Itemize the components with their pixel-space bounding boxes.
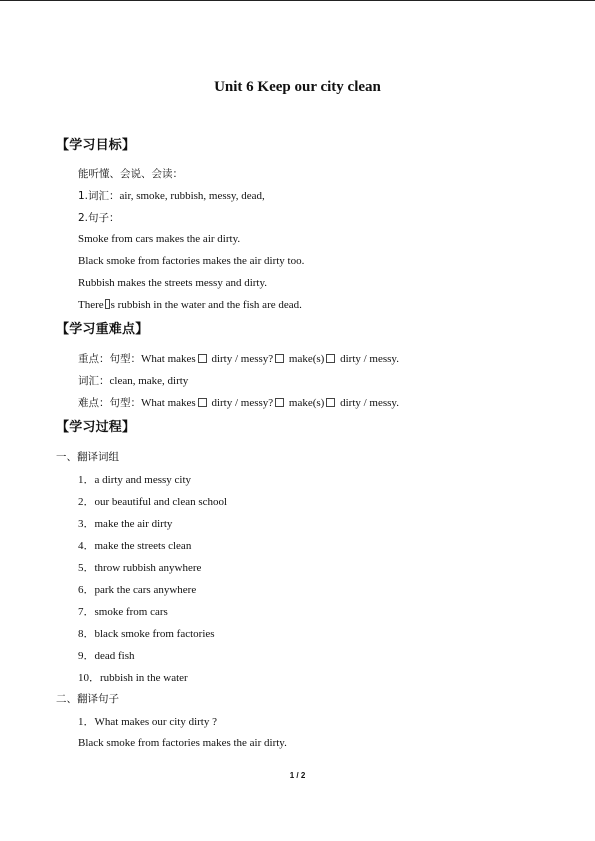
- page-number: 1 / 2: [289, 771, 306, 780]
- diff-part-b: dirty / messy?: [208, 397, 274, 409]
- phrase-item: [78, 669, 188, 685]
- blank-box: [198, 398, 207, 407]
- vocab-line: [78, 188, 265, 203]
- phrase-number: 8．: [78, 628, 95, 640]
- phrase-text: make the streets clean: [94, 540, 192, 552]
- key-part-c: make(s): [286, 353, 325, 365]
- phrase-number: 9．: [78, 650, 95, 662]
- key-part-d: dirty / messy.: [337, 353, 399, 365]
- sentences-label: 2.句子：: [78, 212, 120, 224]
- phrase-number: 1．: [78, 474, 95, 486]
- phrase-text: park the cars anywhere: [94, 584, 197, 596]
- key-part-b: dirty / messy?: [208, 353, 274, 365]
- phrase-text: black smoke from factories: [94, 628, 215, 640]
- phrase-item: [78, 515, 172, 531]
- section-heading-objectives: 【学习目标】: [56, 138, 136, 153]
- phrase-text: a dirty and messy city: [94, 474, 192, 486]
- sentence-3: Rubbish makes the streets messy and dirty.: [78, 277, 268, 289]
- phrase-item: [78, 603, 168, 619]
- phrase-item: [78, 493, 227, 509]
- section-heading-key-points: 【学习重难点】: [56, 322, 149, 337]
- sentence-4: [78, 299, 302, 311]
- part-1-heading: 一、翻译词组: [56, 451, 119, 463]
- blank-box: [198, 354, 207, 363]
- blank-box: [326, 398, 335, 407]
- part-2-heading: 二、翻译句子: [56, 693, 119, 705]
- question-1: [78, 713, 217, 729]
- phrase-text: dead fish: [94, 650, 135, 662]
- sentence-1: Smoke from cars makes the air dirty.: [78, 233, 241, 245]
- key-point-line: [78, 351, 399, 366]
- blank-box: [275, 398, 284, 407]
- phrase-text: throw rubbish anywhere: [94, 562, 202, 574]
- sentence-4-part-a: There: [78, 299, 104, 311]
- vocab-words: air, smoke, rubbish, messy, dead,: [119, 190, 265, 202]
- page-title: Unit 6 Keep our city clean: [214, 79, 381, 95]
- phrase-number: 5．: [78, 562, 95, 574]
- section-heading-process: 【学习过程】: [56, 420, 136, 435]
- blank-box: [326, 354, 335, 363]
- phrase-item: [78, 537, 191, 553]
- phrase-item: [78, 625, 215, 641]
- phrase-item: [78, 559, 201, 575]
- phrase-number: 4．: [78, 540, 95, 552]
- phrase-text: our beautiful and clean school: [94, 496, 228, 508]
- sentence-2: Black smoke from factories makes the air dirty too.: [78, 255, 305, 267]
- diff-part-d: dirty / messy.: [337, 397, 399, 409]
- key-vocab-line: [78, 373, 188, 388]
- diff-prefix: 难点：句型：: [78, 397, 141, 409]
- key-part-a: What makes: [141, 353, 196, 365]
- phrase-text: rubbish in the water: [100, 672, 188, 684]
- diff-part-a: What makes: [141, 397, 196, 409]
- missing-glyph-box: [105, 299, 110, 309]
- phrase-text: make the air dirty: [94, 518, 173, 530]
- sentence-4-part-b: s rubbish in the water and the fish are dead.: [110, 299, 302, 311]
- difficulty-line: [78, 395, 399, 410]
- phrase-number: 10．: [78, 672, 100, 684]
- key-vocab-words: clean, make, dirty: [109, 375, 189, 387]
- phrase-number: 6．: [78, 584, 95, 596]
- phrase-number: 3．: [78, 518, 95, 530]
- key-prefix: 重点：句型：: [78, 353, 141, 365]
- phrase-item: [78, 581, 196, 597]
- phrase-item: [78, 647, 135, 663]
- phrase-item: [78, 471, 191, 487]
- top-rule: [0, 0, 595, 1]
- phrase-number: 7．: [78, 606, 95, 618]
- question-number: 1．: [78, 716, 95, 728]
- blank-box: [275, 354, 284, 363]
- answer-1: Black smoke from factories makes the air dirty.: [78, 737, 287, 749]
- diff-part-c: make(s): [286, 397, 325, 409]
- vocab-prefix: 1.词汇：: [78, 190, 120, 202]
- phrase-number: 2．: [78, 496, 95, 508]
- intro-line: 能听懂、会说、会读：: [78, 168, 183, 180]
- phrase-text: smoke from cars: [94, 606, 168, 618]
- key-vocab-prefix: 词汇：: [78, 375, 110, 387]
- question-text: What makes our city dirty ?: [94, 716, 217, 728]
